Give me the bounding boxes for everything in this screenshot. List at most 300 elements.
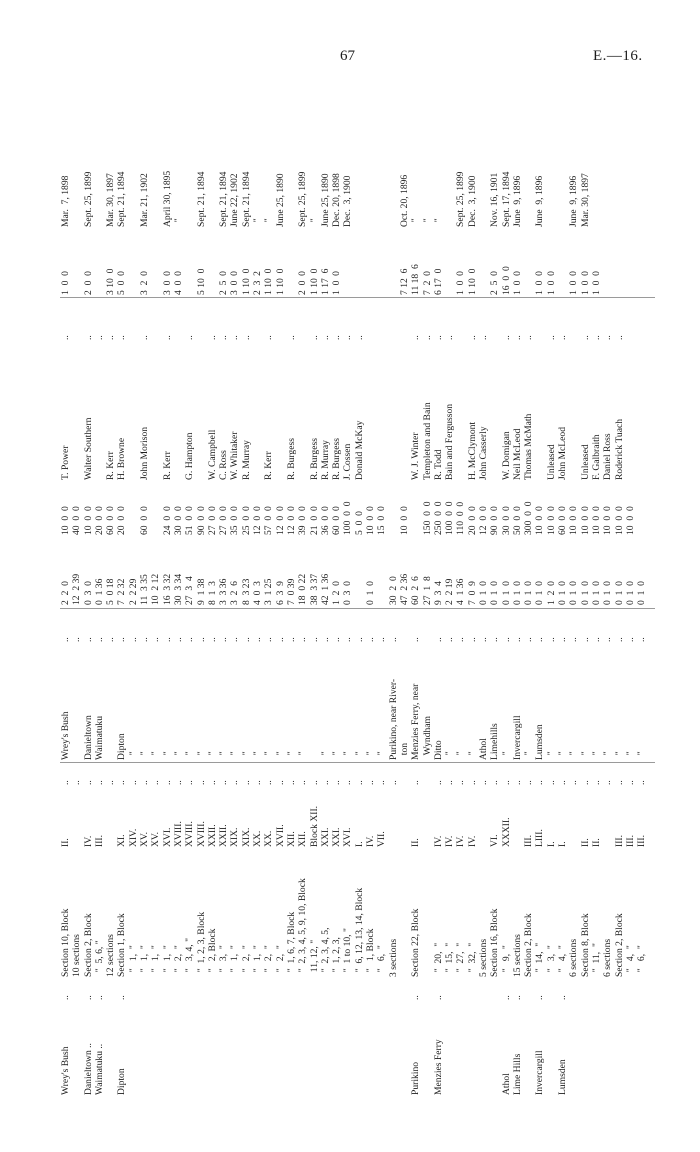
dots3-cell: .. (410, 637, 422, 642)
area-cell: 6 3 9 (274, 581, 286, 605)
dots2-cell: .. (432, 780, 444, 785)
dots2-cell: .. (579, 780, 591, 785)
locality-cell: Wrey's Bush (60, 711, 71, 760)
rent-cell: 11 18 6 (410, 264, 422, 295)
dots3-cell: .. (590, 637, 602, 642)
locality-cell: " (466, 751, 478, 760)
dots1-cell (467, 980, 478, 1000)
dots3-cell: .. (308, 637, 320, 642)
rent-cell: 1 10 0 (274, 268, 286, 295)
section-cell: " 1, 2, 3, (331, 937, 343, 977)
value-cell: 10 0 0 (365, 506, 377, 535)
section-cell: " 6, " (636, 945, 648, 977)
dots1-cell (376, 980, 387, 1000)
section-cell: Section 2, Block (523, 913, 535, 977)
dots1-cell (455, 980, 466, 1000)
value-cell: 10 0 0 (398, 506, 410, 535)
area-cell: 0 3 0 (82, 581, 94, 605)
lessee-cell: H. Browne (116, 437, 128, 480)
dots4-cell: .. (184, 335, 196, 340)
section-cell: Section 8, Block (579, 913, 591, 977)
dots4-cell: .. (342, 335, 354, 340)
rent-cell (207, 243, 218, 295)
dots1-cell (297, 980, 308, 1000)
date-cell: Sept. 21, 1894 (195, 171, 207, 227)
district-cell: Danieltown .. (82, 1043, 94, 1095)
rent-cell: 2 0 0 (82, 271, 94, 295)
section-cell: 12 sections (105, 934, 117, 977)
value-cell: 39 0 0 (297, 506, 309, 535)
district-cell (263, 1000, 274, 1095)
district-cell (162, 1000, 173, 1095)
district-cell (455, 1000, 466, 1095)
block-cell: IV. (82, 835, 94, 847)
dots3-cell: .. (71, 637, 83, 642)
date-cell (376, 127, 387, 227)
leader-dots-column (60, 300, 655, 340)
section-cell: " 1, " (150, 945, 162, 977)
lessee-cell: W. Domigan (500, 431, 512, 480)
lessee-cell (196, 340, 207, 480)
block-cell: II. (410, 838, 422, 847)
section-cell: " 15, " (444, 942, 456, 977)
dots4-cell: .. (500, 335, 512, 340)
area-cell: 8 3 23 (240, 578, 252, 605)
dots1-cell (207, 980, 218, 1000)
block-cell: XXII. (218, 824, 230, 847)
dots2-cell (422, 765, 433, 785)
dots4-cell: .. (308, 335, 320, 340)
dots2-cell: .. (116, 780, 128, 785)
area-cell: 7 0 39 (285, 578, 297, 605)
rent-cell: 1 10 0 (263, 268, 275, 295)
dots2-cell: .. (319, 780, 331, 785)
lessee-cell: R. Todd (432, 449, 444, 480)
dots2-cell: .. (523, 780, 535, 785)
dots4-cell: .. (410, 335, 422, 340)
dots2-cell: .. (613, 780, 625, 785)
date-cell: " (308, 218, 320, 227)
section-cell: " 2, " (263, 945, 275, 977)
lessee-cell: John McLeod (557, 426, 569, 480)
dots3-cell: .. (240, 637, 252, 642)
block-cell: II. (579, 838, 591, 847)
section-cell: " 2, 3, 4, 5, 9, 10, Block (297, 878, 309, 977)
value-cell: 20 0 0 (466, 506, 478, 535)
dots3-cell: .. (353, 637, 365, 642)
dots3-cell: .. (105, 637, 117, 642)
value-cell: 50 0 0 (511, 506, 523, 535)
lessee-cell: R. Kerr (105, 451, 117, 480)
area-cell: 7 0 9 (466, 581, 478, 605)
value-cell: 300 0 0 (523, 501, 535, 535)
district-cell (444, 1000, 455, 1095)
rent-cell (478, 243, 489, 295)
locality-cell: Limehills (489, 723, 501, 760)
dots2-cell: .. (545, 780, 557, 785)
section-column (60, 847, 655, 977)
value-cell: 51 0 0 (184, 506, 196, 535)
locality-cell: " (172, 751, 184, 760)
dots4-cell: .. (263, 335, 275, 340)
block-cell: IV. (466, 835, 478, 847)
dots2-cell: .. (263, 780, 275, 785)
rent-cell (354, 243, 365, 295)
district-cell (71, 1000, 82, 1095)
dots4-cell: .. (161, 335, 173, 340)
dots1-cell (614, 980, 625, 1000)
date-cell: June 9, 1896 (568, 175, 580, 227)
district-cell (320, 1000, 331, 1095)
dots2-cell: .. (274, 780, 286, 785)
locality-cell (71, 642, 82, 760)
block-cell: XX. (252, 830, 264, 847)
area-cell: 9 1 38 (195, 578, 207, 605)
lessee-cell (455, 340, 466, 480)
rent-cell (94, 243, 105, 295)
locality-cell: " (319, 751, 331, 760)
dots1-cell (286, 980, 297, 1000)
lessee-cell: Thomas McMath (523, 413, 535, 480)
lease-date-column (60, 127, 655, 227)
locality-cell: Ditto (432, 740, 444, 760)
section-cell: Section 10, Block (60, 908, 71, 977)
dots3-cell: .. (376, 637, 388, 642)
dots1-cell (602, 980, 613, 1000)
dots3-cell: .. (636, 637, 648, 642)
block-cell: I. (545, 841, 557, 847)
block-cell: XIX. (229, 827, 241, 847)
area-cell: 18 0 22 (297, 573, 309, 605)
section-cell: " 1, " (229, 945, 241, 977)
area-cell: 10 2 12 (150, 573, 162, 605)
dots1-cell: .. (500, 995, 512, 1000)
rent-cell: 1 10 0 (466, 268, 478, 295)
area-cell: 3 2 6 (229, 581, 241, 605)
dots4-cell (568, 300, 579, 340)
dots4-cell (636, 300, 647, 340)
dots4-cell (455, 300, 466, 340)
section-cell: 15 sections (511, 934, 523, 977)
dots2-cell: .. (82, 780, 94, 785)
block-cell: IV. (455, 835, 467, 847)
lessee-cell: W. J. Winter (410, 432, 422, 480)
dots3-cell: .. (297, 637, 309, 642)
locality-cell: Wyndham (421, 715, 433, 760)
lessee-cell: G. Hampton (184, 432, 196, 480)
lessee-cell: C. Ross (218, 450, 230, 480)
rent-cell: 2 0 0 (297, 271, 309, 295)
dots2-cell (399, 765, 410, 785)
dots2-cell: .. (410, 780, 422, 785)
dots4-cell: .. (432, 335, 444, 340)
district-cell: Purikino (410, 1061, 422, 1095)
area-cell: 0 1 0 (602, 581, 614, 605)
dots4-cell (297, 300, 308, 340)
dots1-cell (591, 980, 602, 1000)
value-cell (636, 487, 647, 535)
dots4-cell: .. (218, 335, 230, 340)
dots1-cell (162, 980, 173, 1000)
dots3-cell: .. (285, 637, 297, 642)
section-cell: Section 2, Block (613, 913, 625, 977)
dots4-cell: .. (82, 335, 94, 340)
dots2-cell: .. (105, 780, 117, 785)
district-cell (467, 1000, 478, 1095)
dots4-cell: .. (477, 335, 489, 340)
section-cell: " 4, " (557, 945, 569, 977)
area-cell: 0 1 0 (500, 581, 512, 605)
block-column (60, 785, 655, 847)
date-cell (354, 127, 365, 227)
column-rule (60, 762, 655, 763)
rent-cell (625, 243, 636, 295)
locality-cell: Menzies Ferry, near (410, 683, 422, 760)
district-cell (625, 1000, 636, 1095)
date-cell: Sept. 21, 1894 (240, 171, 252, 227)
lessee-cell: W. Whitaker (229, 431, 241, 480)
district-cell (150, 1000, 161, 1095)
area-cell: 42 1 36 (319, 573, 331, 605)
dots2-cell: .. (150, 780, 162, 785)
area-cell: 0 3 0 (342, 581, 354, 605)
locality-cell: " (376, 751, 388, 760)
district-cell: Waimatuku .. (93, 1043, 105, 1095)
dots1-cell (444, 980, 455, 1000)
value-cell: 15 0 0 (376, 506, 388, 535)
value-cell: 20 0 0 (93, 506, 105, 535)
block-cell: XXII. (206, 824, 218, 847)
locality-cell: " (636, 751, 648, 760)
dots1-cell (365, 980, 376, 1000)
district-cell (399, 1000, 410, 1095)
rent-cell: 1 0 0 (60, 271, 71, 295)
date-cell (557, 127, 568, 227)
date-cell (94, 127, 105, 227)
dots2-cell: .. (500, 780, 512, 785)
value-cell: 27 0 0 (218, 506, 230, 535)
rent-cell: 1 0 0 (534, 271, 546, 295)
section-cell (399, 847, 410, 977)
rent-cell: 3 0 0 (229, 271, 241, 295)
date-cell (286, 127, 297, 227)
district-cell (342, 1000, 353, 1095)
date-cell: Oct. 20, 1896 (398, 174, 410, 227)
dots1-cell (568, 980, 579, 1000)
dots4-cell: .. (240, 335, 252, 340)
value-cell: 250 0 0 (432, 501, 444, 535)
dots3-cell: .. (545, 637, 557, 642)
section-cell: Section 2, Block (82, 913, 94, 977)
date-cell (591, 127, 602, 227)
date-cell (207, 127, 218, 227)
block-cell: XIV. (127, 828, 139, 847)
district-cell (614, 1000, 625, 1095)
lessee-cell: R. Murray (240, 440, 252, 480)
value-cell: 10 0 0 (82, 506, 94, 535)
block-cell (568, 785, 579, 847)
dots3-cell: .. (60, 637, 71, 642)
dots1-cell (241, 980, 252, 1000)
dots4-cell: .. (545, 335, 557, 340)
dots4-cell: .. (466, 335, 478, 340)
section-cell: " 3, " (218, 945, 230, 977)
dots2-cell: .. (252, 780, 264, 785)
district-cell (354, 1000, 365, 1095)
lessee-cell (252, 340, 263, 480)
lessee-cell: R. Kerr (263, 451, 275, 480)
dots1-cell (320, 980, 331, 1000)
lessee-cell (636, 340, 647, 480)
rent-cell (286, 243, 297, 295)
value-cell: 10 0 0 (60, 506, 71, 535)
date-cell: Dec. 3, 1900 (466, 175, 478, 227)
locality-cell: " (274, 751, 286, 760)
dots2-cell: .. (624, 780, 636, 785)
date-cell: Sept. 25, 1899 (82, 171, 94, 227)
dots3-cell: .. (602, 637, 614, 642)
dots1-cell (580, 980, 591, 1000)
rent-cell: 2 3 2 (252, 271, 264, 295)
area-cell: 1 2 0 (545, 581, 557, 605)
area-cell: 2 2 19 (444, 578, 456, 605)
area-cell: 30 2 0 (387, 576, 399, 605)
rent-column (60, 243, 655, 295)
locality-cell: " (557, 751, 569, 760)
block-cell: I. (557, 841, 569, 847)
dots4-cell (173, 300, 184, 340)
dots1-cell: .. (432, 995, 444, 1000)
area-cell: 5 0 18 (105, 578, 117, 605)
block-cell (512, 785, 523, 847)
locality-cell: " (590, 751, 602, 760)
lessee-cell: Unleased (579, 444, 591, 480)
locality-cell (105, 642, 116, 760)
dots3-cell: .. (432, 637, 444, 642)
dots2-cell: .. (139, 780, 151, 785)
lessee-cell: R. Burgess (331, 438, 343, 480)
date-cell (614, 127, 625, 227)
value-cell: 24 0 0 (161, 506, 173, 535)
value-cell: 12 0 0 (252, 506, 264, 535)
dots1-cell (252, 980, 263, 1000)
section-cell: " 1, 6, 7, Block (285, 911, 297, 977)
lessee-cell (297, 340, 308, 480)
date-cell: " (410, 218, 422, 227)
locality-cell: " (568, 751, 580, 760)
date-cell: Mar. 7, 1898 (60, 175, 71, 227)
district-cell (591, 1000, 602, 1095)
dots1-cell (105, 980, 116, 1000)
area-cell: 0 1 0 (590, 581, 602, 605)
district-cell: Dipton (116, 1068, 128, 1095)
dots3-cell: .. (342, 637, 354, 642)
district-cell (184, 1000, 195, 1095)
dots4-cell: .. (319, 335, 331, 340)
dots2-cell: .. (489, 780, 501, 785)
block-cell: III. (624, 835, 636, 847)
district-cell: Lime Hills (511, 1053, 523, 1095)
section-cell: " 1, 2, 3, Block (195, 911, 207, 977)
lessee-cell: Daniel Ross (602, 433, 614, 480)
dots4-cell (376, 300, 387, 340)
date-cell: June 25, 1890 (319, 173, 331, 227)
rent-cell: 7 12 6 (398, 268, 410, 295)
area-cell: 7 2 32 (116, 578, 128, 605)
rent-cell: 3 2 0 (139, 271, 151, 295)
locality-cell: " (161, 751, 173, 760)
rent-cell (614, 243, 625, 295)
locality-cell: Athol (477, 738, 489, 760)
block-cell: III. (636, 835, 648, 847)
locality-cell: " (139, 751, 151, 760)
section-cell: " 2, " (240, 945, 252, 977)
lessee-cell: F. Galbraith (590, 434, 602, 480)
date-cell: Mar. 21, 1902 (139, 173, 151, 227)
block-cell: XX. (263, 830, 275, 847)
area-cell: 0 1 0 (523, 581, 535, 605)
locality-cell: " (184, 751, 196, 760)
rent-cell: 2 5 0 (489, 271, 501, 295)
section-cell: 5 sections (477, 938, 489, 977)
district-cell (523, 1000, 534, 1095)
value-cell: 60 0 0 (331, 506, 343, 535)
area-column (60, 547, 655, 605)
lessee-cell: R. Burgess (285, 438, 297, 480)
value-cell: 10 0 0 (545, 506, 557, 535)
lessee-cell (399, 340, 410, 480)
value-cell: 20 0 0 (116, 506, 128, 535)
block-cell: XV. (150, 831, 162, 847)
block-cell: XVIII. (184, 821, 196, 847)
dots4-cell: .. (229, 335, 241, 340)
lessee-cell: W. Campbell (206, 429, 218, 480)
locality-cell: " (624, 751, 636, 760)
dots4-cell: .. (557, 335, 569, 340)
dots2-cell: .. (511, 780, 523, 785)
area-cell: 0 1 0 (534, 581, 546, 605)
dots1-cell (309, 980, 320, 1000)
lessee-cell: Donald McKay (353, 420, 365, 480)
value-cell: 27 0 0 (206, 506, 218, 535)
value-cell: 100 0 0 (444, 501, 456, 535)
rent-cell: 1 0 0 (511, 271, 523, 295)
locality-cell: " (545, 751, 557, 760)
dots3-cell: .. (274, 637, 286, 642)
lessee-cell: H. McClymont (466, 421, 478, 480)
locality-cell: Waimatuku (93, 716, 105, 760)
block-cell (422, 785, 433, 847)
rent-cell (150, 243, 161, 295)
rent-cell: 7 2 0 (421, 271, 433, 295)
area-cell: 1 2 0 (331, 581, 343, 605)
lessee-cell (534, 340, 545, 480)
lessee-cell (388, 340, 399, 480)
dots1-cell (354, 980, 365, 1000)
district-cell (218, 1000, 229, 1095)
dots4-cell: .. (116, 335, 128, 340)
value-cell: 5 0 0 (353, 511, 365, 535)
block-cell: XXXII. (500, 817, 512, 847)
area-cell: 2 2 0 (60, 581, 71, 605)
dots1-cell (218, 980, 229, 1000)
value-cell: 10 0 0 (624, 506, 636, 535)
lessee-cell: Unleased (545, 444, 557, 480)
dots3-cell: .. (161, 637, 173, 642)
area-cell: 27 3 4 (184, 576, 196, 605)
lessee-cell: Neil McLeod (511, 428, 523, 480)
area-cell: 16 3 32 (161, 573, 173, 605)
